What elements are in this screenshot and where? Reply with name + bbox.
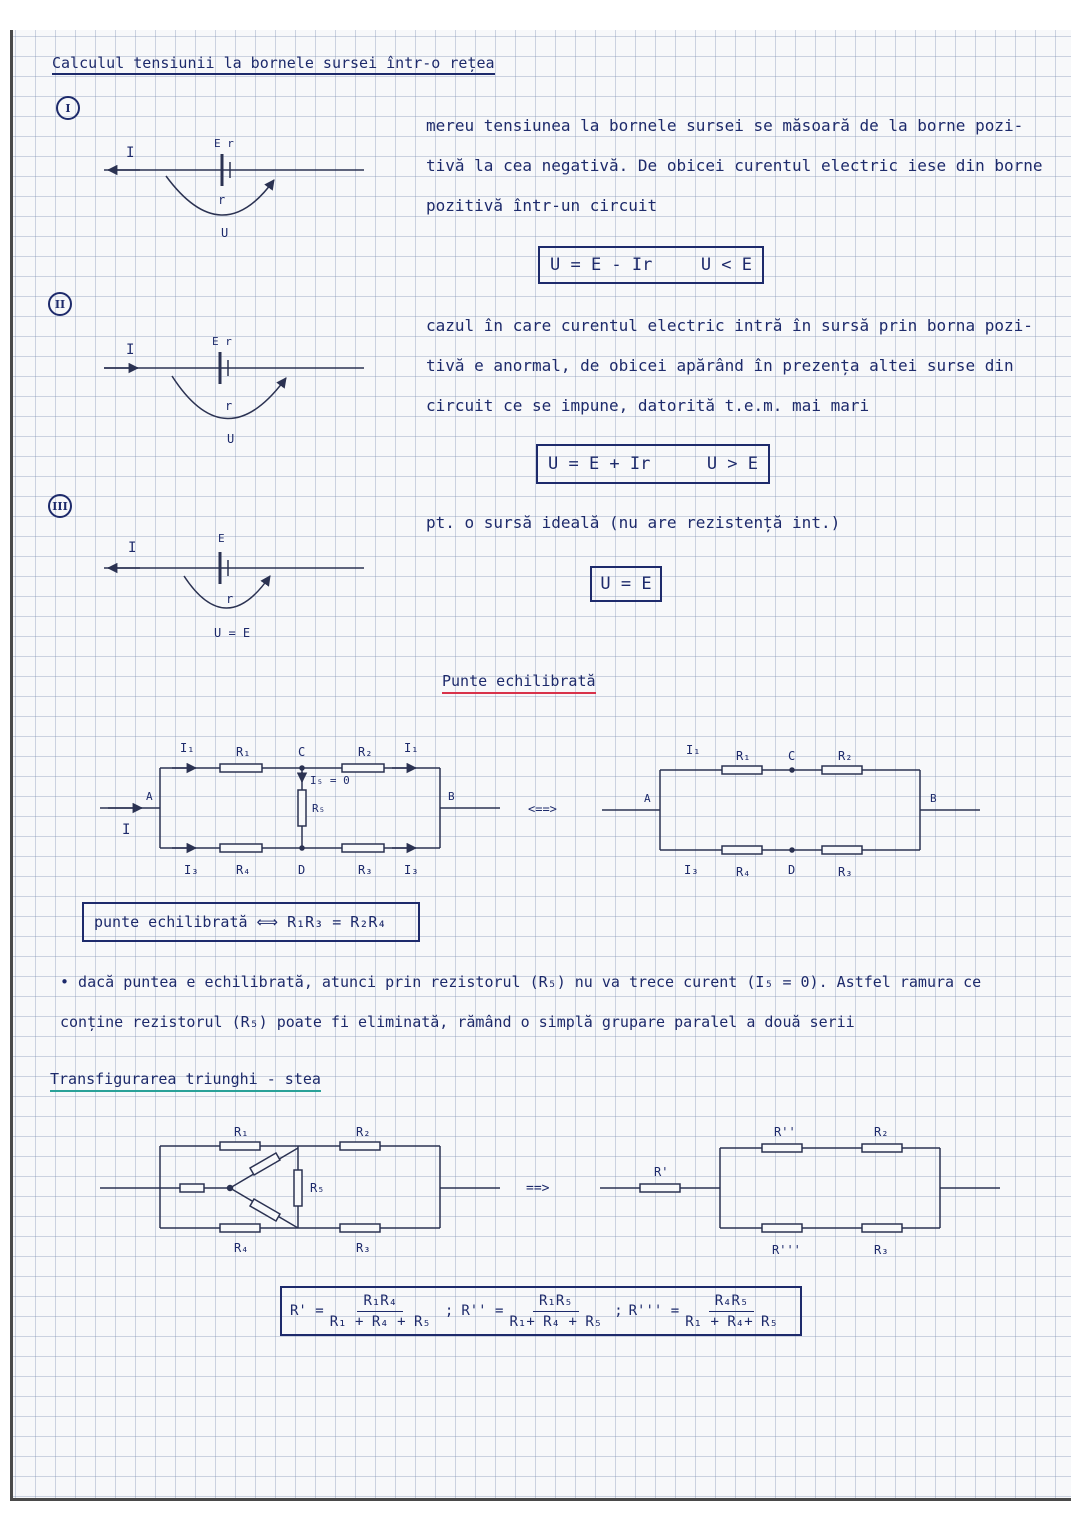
r-tprime-lhs: R''' = <box>628 1303 680 1319</box>
case-1-r-label: r <box>218 193 226 207</box>
bridge-label-r3: R₃ <box>358 863 373 877</box>
tf-star-node <box>228 1186 233 1191</box>
bridge2-label-a: A <box>644 792 651 805</box>
case-3-source-label: E <box>218 532 225 545</box>
tf-label-r2: R₂ <box>356 1125 371 1139</box>
tf2-r2 <box>862 1144 902 1152</box>
case-1-relation: U < E <box>700 255 752 275</box>
case-3-r-label: r <box>226 592 234 606</box>
bridge-node-d <box>300 846 304 850</box>
r-prime-den: R₁ + R₄ + R₅ <box>329 1313 431 1330</box>
case-3-text: pt. o sursă ideală (nu are rezistență int.) <box>426 513 841 532</box>
case-3-marker: III <box>48 494 72 518</box>
case-2-current-label: I <box>126 342 135 358</box>
bridge2-label-c: C <box>788 749 796 763</box>
bridge-node-c <box>300 766 304 770</box>
transfig-circuit-left <box>100 1125 550 1255</box>
case-1-voltage-label: U <box>221 226 229 240</box>
bridge-equivalence-arrow: <==> <box>528 802 557 816</box>
r-prime-num: R₁R₄ <box>357 1291 403 1312</box>
transfig-formulas-box: R' = $\frac{\text{R₁R₄}}{\text{R₁ + R₄ + R₅}}$ ; R'' = $\frac{\text{R₁R₅}}{\text{R₁+ R₄ + R₅}}$ ; R''' = $\frac{\text{R₄R₅}}{\text{R₁ + R₄+ R₅}}$ <box>280 1286 802 1336</box>
case-1-text: mereu tensiunea la bornele sursei se măsoară de la borne pozi- tivă la cea negativă. De obicei curentul electric iese din borne pozitivă într-un circuit <box>426 116 1043 215</box>
tf-label-r4: R₄ <box>234 1241 249 1255</box>
transfig-heading: Transfigurarea triunghi - stea <box>50 1070 321 1092</box>
tf2-label-r-prime: R' <box>654 1165 669 1179</box>
bridge-label-r4: R₄ <box>236 863 251 877</box>
tf2-r-prime <box>640 1184 680 1192</box>
bridge-label-i1-right: I₁ <box>404 741 419 755</box>
bridge-label-i5: I₅ = 0 <box>310 774 350 787</box>
r-dprime-num: R₁R₅ <box>533 1291 579 1312</box>
tf-label-r3: R₃ <box>356 1241 371 1255</box>
r-dprime-lhs: R'' = <box>461 1303 504 1319</box>
case-2-source-label: E r <box>212 335 232 348</box>
case-2-r-label: r <box>225 399 233 413</box>
bridge2-label-d: D <box>788 863 796 877</box>
bridge2-label-i3: I₃ <box>684 863 699 877</box>
bridge2-r1 <box>722 766 762 774</box>
bridge2-label-r1: R₁ <box>736 749 751 763</box>
bridge-label-d: D <box>298 863 306 877</box>
bridge-label-i: I <box>122 822 131 838</box>
tf2-label-r-tprime: R''' <box>772 1243 801 1257</box>
page-title: Calculul tensiunii la bornele sursei într-o rețea <box>52 54 495 75</box>
bridge-circuit-right <box>602 743 980 879</box>
case-1-source-label: E r <box>214 137 234 150</box>
bridge2-r2 <box>822 766 862 774</box>
tf-r1 <box>220 1142 260 1150</box>
case-1-formula: U = E - Ir <box>550 255 653 275</box>
case-1-diagram <box>104 137 364 240</box>
case-1-current-label: I <box>126 145 135 161</box>
case-2-diagram <box>104 335 364 446</box>
tf-arrow: ==> <box>526 1181 550 1196</box>
bridge-r4 <box>220 844 262 852</box>
tf-star-lower-resistor <box>250 1199 280 1221</box>
case-3-current-label: I <box>128 540 137 556</box>
bridge-label-r1: R₁ <box>236 745 251 759</box>
bridge-label-r2: R₂ <box>358 745 373 759</box>
bridge2-r3 <box>822 846 862 854</box>
tf-r5 <box>294 1170 302 1206</box>
bridge-condition: punte echilibrată ⟺ R₁R₃ = R₂R₄ <box>94 913 387 931</box>
case-2-formula: U = E + Ir <box>548 454 651 474</box>
bridge2-label-i1: I₁ <box>686 743 701 757</box>
tf-star-resistor <box>180 1184 204 1192</box>
tf-label-r1: R₁ <box>234 1125 249 1139</box>
bridge-circuit-left <box>100 741 557 877</box>
bridge-heading: Punte echilibrată <box>442 672 596 694</box>
bridge2-label-r4: R₄ <box>736 865 751 879</box>
r-tprime-num: R₄R₅ <box>709 1291 755 1312</box>
bridge-r5 <box>298 790 306 826</box>
case-2-voltage-label: U <box>227 432 235 446</box>
tf-r3 <box>340 1224 380 1232</box>
tf2-r-tprime <box>762 1224 802 1232</box>
bridge2-label-b: B <box>930 792 937 805</box>
bridge-label-i3-right: I₃ <box>404 863 419 877</box>
r-dprime-den: R₁+ R₄ + R₅ <box>509 1313 603 1330</box>
case-2-marker: II <box>48 292 72 316</box>
case-2-text: cazul în care curentul electric intră în sursă prin borna pozi- tivă e anormal, de obicei apărând în prezența altei surse din circuit ce se impune, datorită t.e.m. mai mari <box>426 316 1033 415</box>
bridge2-node-d <box>790 848 794 852</box>
bridge2-label-r2: R₂ <box>838 749 853 763</box>
transfig-circuit-right <box>600 1125 1000 1257</box>
bridge-label-a: A <box>146 790 153 803</box>
tf-r4 <box>220 1224 260 1232</box>
case-3-diagram <box>104 532 364 640</box>
bridge-label-b: B <box>448 790 455 803</box>
bridge2-label-r3: R₃ <box>838 865 853 879</box>
tf-star-upper-resistor <box>250 1153 280 1175</box>
bridge-note: • dacă puntea e echilibrată, atunci prin rezistorul (R₅) nu va trece curent (I₅ = 0). Astfel ramura ce conține rezistorul (R₅) poate fi eliminată, rămând o simplă grupare paralel a două serii <box>60 973 982 1031</box>
bridge-r3 <box>342 844 384 852</box>
tf2-label-r3: R₃ <box>874 1243 889 1257</box>
bridge-label-i1-left: I₁ <box>180 741 195 755</box>
bridge-label-i3-left: I₃ <box>184 863 199 877</box>
r-tprime-den: R₁ + R₄+ R₅ <box>685 1313 778 1330</box>
r-prime-lhs: R' = <box>290 1303 324 1319</box>
tf2-r-dprime <box>762 1144 802 1152</box>
bridge2-r4 <box>722 846 762 854</box>
case-3-formula: U = E <box>600 574 652 594</box>
bridge-r2 <box>342 764 384 772</box>
bridge-r1 <box>220 764 262 772</box>
case-3-voltage-label: U = E <box>214 626 251 640</box>
bridge-label-c: C <box>298 745 306 759</box>
bridge2-node-c <box>790 768 794 772</box>
case-2-relation: U > E <box>706 454 758 474</box>
tf2-label-r-dprime: R'' <box>774 1125 796 1139</box>
case-1-marker: I <box>56 96 80 120</box>
tf2-r3 <box>862 1224 902 1232</box>
bridge-label-r5: R₅ <box>312 802 326 815</box>
tf-label-r5: R₅ <box>310 1181 325 1195</box>
tf2-label-r2: R₂ <box>874 1125 889 1139</box>
tf-r2 <box>340 1142 380 1150</box>
